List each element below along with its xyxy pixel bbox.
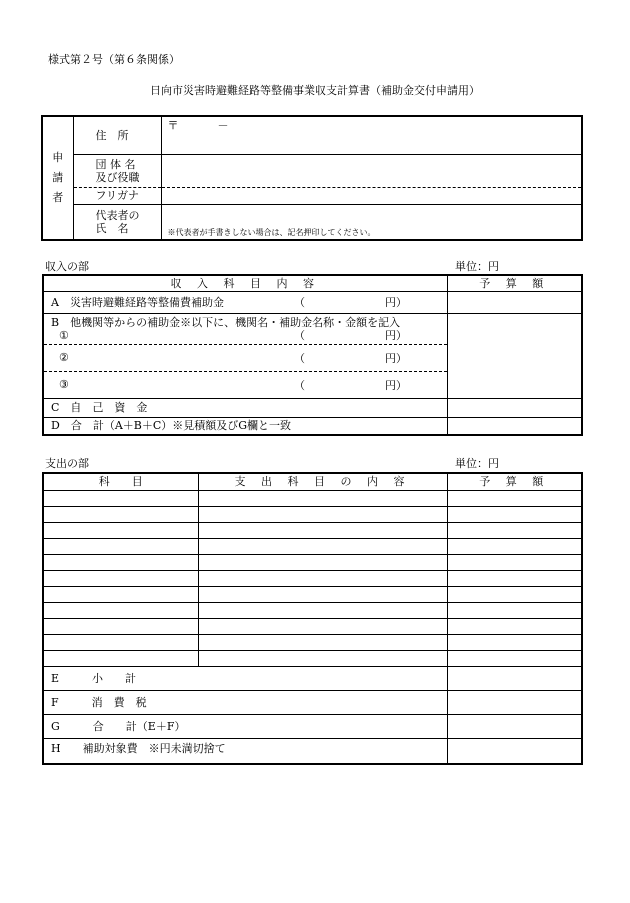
expense-header-budget: 予 算 額 <box>447 473 582 490</box>
expense-budget-cell[interactable] <box>447 490 582 506</box>
expense-entry-row <box>43 538 582 554</box>
expense-budget-cell[interactable] <box>447 586 582 602</box>
expense-item-cell[interactable] <box>43 538 198 554</box>
expense-entry-row <box>43 602 582 618</box>
expense-item-cell[interactable] <box>43 490 198 506</box>
expense-entry-row <box>43 554 582 570</box>
income-row-c: C 自 己 資 金 <box>43 398 447 417</box>
furigana-label: フリガナ <box>73 187 161 204</box>
income-section-label: 収入の部 <box>45 260 89 273</box>
income-header-budget: 予 算 額 <box>447 275 582 291</box>
expense-row-h: H 補助対象費 ※円未満切捨て <box>43 738 447 764</box>
income-row-a: A 災害時避難経路等整備費補助金 （ 円） <box>43 291 447 313</box>
expense-item-cell[interactable] <box>43 506 198 522</box>
income-budget-b[interactable] <box>447 313 582 398</box>
expense-budget-cell[interactable] <box>447 570 582 586</box>
address-field[interactable] <box>161 116 582 154</box>
income-sub-item-1: ① <box>59 328 69 342</box>
expense-entry-row <box>43 618 582 634</box>
applicant-side-label: 申 請 者 <box>42 116 73 240</box>
expense-content-cell[interactable] <box>198 538 447 554</box>
expense-budget-h[interactable] <box>447 738 582 764</box>
expense-item-cell[interactable] <box>43 570 198 586</box>
income-budget-a[interactable] <box>447 291 582 313</box>
expense-budget-cell[interactable] <box>447 618 582 634</box>
expense-budget-cell[interactable] <box>447 506 582 522</box>
org-field[interactable] <box>161 154 582 187</box>
expense-budget-cell[interactable] <box>447 538 582 554</box>
expense-entry-row <box>43 490 582 506</box>
postal-dash: － <box>217 119 229 132</box>
postal-mark: 〒 <box>167 119 179 132</box>
expense-entry-row <box>43 506 582 522</box>
expense-content-cell[interactable] <box>198 634 447 650</box>
expense-item-cell[interactable] <box>43 522 198 538</box>
expense-budget-cell[interactable] <box>447 650 582 666</box>
expense-content-cell[interactable] <box>198 602 447 618</box>
representative-field[interactable] <box>161 204 582 240</box>
address-label: 住 所 <box>73 116 161 154</box>
expense-table <box>42 472 583 765</box>
income-header-content: 収 入 科 目 内 容 <box>43 275 447 291</box>
expense-header-content: 支 出 科 目 の 内 容 <box>198 473 447 490</box>
income-sub-row-2: ② （ 円） <box>43 344 447 371</box>
income-sub-row-3: ③ （ 円） <box>43 371 447 398</box>
expense-header-item: 科 目 <box>43 473 198 490</box>
expense-content-cell[interactable] <box>198 650 447 666</box>
expense-item-cell[interactable] <box>43 650 198 666</box>
representative-label: 代表者の 氏 名 <box>73 204 161 240</box>
expense-budget-g[interactable] <box>447 714 582 738</box>
expense-budget-cell[interactable] <box>447 554 582 570</box>
applicant-table <box>41 115 583 241</box>
expense-budget-cell[interactable] <box>447 602 582 618</box>
expense-content-cell[interactable] <box>198 522 447 538</box>
income-unit: 単位：円 <box>455 260 499 273</box>
expense-entry-row <box>43 522 582 538</box>
expense-content-cell[interactable] <box>198 490 447 506</box>
expense-budget-cell[interactable] <box>447 522 582 538</box>
expense-budget-cell[interactable] <box>447 634 582 650</box>
expense-content-cell[interactable] <box>198 618 447 634</box>
representative-note: ※代表者が手書きしない場合は、記名押印してください。 <box>167 228 376 237</box>
expense-item-cell[interactable] <box>43 634 198 650</box>
expense-item-cell[interactable] <box>43 586 198 602</box>
page-title: 日向市災害時避難経路等整備事業収支計算書（補助金交付申請用） <box>150 84 480 97</box>
expense-entry-row <box>43 634 582 650</box>
org-label: 団 体 名 及び役職 <box>73 154 161 187</box>
income-budget-d[interactable] <box>447 417 582 435</box>
expense-row-f: F 消 費 税 <box>43 690 447 714</box>
expense-content-cell[interactable] <box>198 570 447 586</box>
furigana-field[interactable] <box>161 187 582 204</box>
expense-content-cell[interactable] <box>198 506 447 522</box>
expense-entry-row <box>43 650 582 666</box>
expense-row-g: G 合 計（E＋F） <box>43 714 447 738</box>
expense-section-label: 支出の部 <box>45 457 89 470</box>
expense-entry-row <box>43 586 582 602</box>
expense-row-e: E 小 計 <box>43 666 447 690</box>
expense-budget-e[interactable] <box>447 666 582 690</box>
income-table <box>42 274 583 436</box>
expense-content-cell[interactable] <box>198 554 447 570</box>
expense-item-cell[interactable] <box>43 618 198 634</box>
form-number: 様式第２号（第６条関係） <box>48 53 180 66</box>
expense-unit: 単位：円 <box>455 457 499 470</box>
income-row-d: D 合 計（A＋B＋C）※見積額及びG欄と一致 <box>43 417 447 435</box>
income-row-b: B 他機関等からの補助金※以下に、機関名・補助金名称・金額を記入 ① （ 円） <box>43 313 447 344</box>
expense-item-cell[interactable] <box>43 554 198 570</box>
expense-entry-row <box>43 570 582 586</box>
expense-item-cell[interactable] <box>43 602 198 618</box>
expense-budget-f[interactable] <box>447 690 582 714</box>
income-budget-c[interactable] <box>447 398 582 417</box>
expense-content-cell[interactable] <box>198 586 447 602</box>
